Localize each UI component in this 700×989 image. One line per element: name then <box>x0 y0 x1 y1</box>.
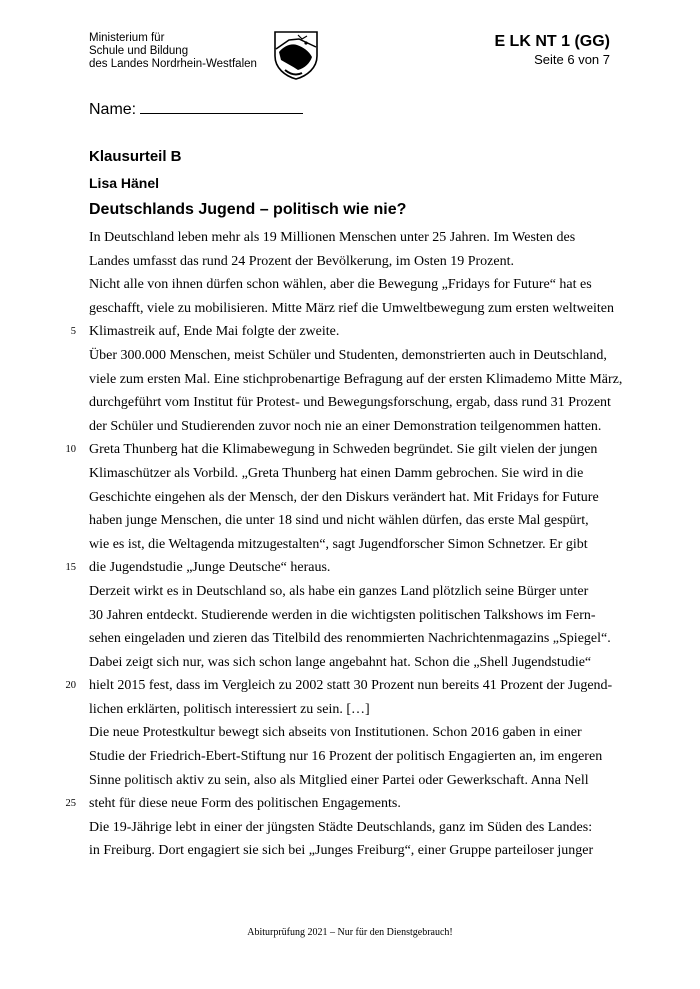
text-line <box>89 721 629 745</box>
name-label: Name: <box>89 101 137 118</box>
line-text: durchgeführt vom Institut für Protest- und Bewegungsforschung, ergab, dass rund 31 Prozent <box>89 395 611 411</box>
text-line <box>89 698 629 722</box>
line-text: Die neue Protestkultur bewegt sich abseits von Institutionen. Schon 2016 gaben in einer <box>89 725 582 741</box>
name-field <box>89 98 303 119</box>
line-text: sehen eingeladen und zieren das Titelbild des renommierten Nachrichtenmagazins „Spiegel“. <box>89 631 611 647</box>
text-line <box>89 533 629 557</box>
line-text: hielt 2015 fest, dass im Vergleich zu 2002 statt 30 Prozent nun bereits 41 Prozent der Jugend- <box>89 678 613 694</box>
text-line <box>65 438 629 462</box>
text-line <box>89 651 629 675</box>
text-line <box>89 745 629 769</box>
text-line <box>89 273 629 297</box>
line-text: viele zum ersten Mal. Eine stichprobenartige Befragung auf der ersten Klimademo Mitte März, <box>89 371 623 387</box>
line-text: lichen erklärten, politisch interessiert zu sein. […] <box>89 701 370 717</box>
line-text: Klimastreik auf, Ende Mai folgte der zweite. <box>89 324 340 340</box>
text-line <box>89 816 629 840</box>
line-number: 20 <box>65 680 76 692</box>
line-text: wie es ist, die Weltagenda mitzugestalten“, sagt Jugendforscher Simon Schnetzer. Er gibt <box>89 536 588 552</box>
text-line <box>89 769 629 793</box>
text-line <box>89 368 629 392</box>
line-text: in Freiburg. Dort engagiert sie sich bei „Junges Freiburg“, einer Gruppe parteiloser junger <box>89 843 594 859</box>
ministry-line: Schule und Bildung <box>89 45 189 57</box>
line-number: 10 <box>65 444 76 456</box>
line-text: Sinne politisch aktiv zu sein, also als Mitglied einer Partei oder Gewerkschaft. Anna Nell <box>89 772 589 788</box>
line-text: Dabei zeigt sich nur, was sich schon lange angebahnt hat. Schon die „Shell Jugendstudie“ <box>89 654 592 670</box>
text-line <box>89 509 629 533</box>
line-text: In Deutschland leben mehr als 19 Millionen Menschen unter 25 Jahren. Im Westen des <box>89 230 576 245</box>
line-text: Die 19-Jährige lebt in einer der jüngsten Städte Deutschlands, ganz im Süden des Landes: <box>89 819 593 835</box>
ministry-name <box>89 32 257 71</box>
text-line <box>89 297 629 321</box>
ministry-line: Ministerium für <box>89 32 165 44</box>
exam-code: E LK NT 1 (GG) <box>494 33 610 50</box>
nrw-crest-icon <box>272 30 320 80</box>
line-text: steht für diese neue Form des politischen Engagements. <box>89 796 401 812</box>
line-text: der Schüler und Studierenden zuvor noch nie an einer Demonstration teilgenommen hatten. <box>89 418 602 434</box>
article-title: Deutschlands Jugend – politisch wie nie? <box>89 201 407 218</box>
line-text: haben junge Menschen, die unter 18 sind und nicht wählen dürfen, das erste Mal gespürt, <box>89 513 589 529</box>
line-text: 30 Jahren entdeckt. Studierende werden in die wichtigsten politischen Talkshows im Fern- <box>89 607 596 623</box>
text-line <box>89 344 629 368</box>
article-body <box>65 226 629 863</box>
line-text: die Jugendstudie „Junge Deutsche“ heraus. <box>89 560 331 576</box>
author: Lisa Hänel <box>89 175 160 191</box>
text-line <box>89 462 629 486</box>
line-text: Klimaschützer als Vorbild. „Greta Thunberg hat einen Damm gebrochen. Sie wird in die <box>89 465 584 481</box>
line-text: Studie der Friedrich-Ebert-Stiftung nur 16 Prozent der politisch Engagierten an, im engeren <box>89 749 603 765</box>
text-line <box>65 556 629 580</box>
text-line <box>65 674 629 698</box>
text-line <box>70 320 629 344</box>
line-text: Derzeit wirkt es in Deutschland so, als habe ein ganzes Land plötzlich seine Bürger unter <box>89 583 589 599</box>
text-line <box>65 792 629 816</box>
line-number: 5 <box>70 326 76 338</box>
text-line <box>89 604 629 628</box>
text-line <box>89 391 629 415</box>
text-line <box>89 580 629 604</box>
text-line <box>89 415 629 439</box>
text-line <box>89 486 629 510</box>
part-title: Klausurteil B <box>89 148 182 165</box>
text-line <box>89 627 629 651</box>
line-text: geschafft, viele zu mobilisieren. Mitte März rief die Umweltbewegung zum ersten weltweiten <box>89 300 614 316</box>
ministry-line: des Landes Nordrhein-Westfalen <box>89 58 257 70</box>
name-entry-line <box>140 98 303 114</box>
line-text: Geschichte eingehen als der Mensch, der den Diskurs verändert hat. Mit Fridays for Future <box>89 489 599 505</box>
footer-note: Abiturprüfung 2021 – Nur für den Dienstgebrauch! <box>247 927 453 938</box>
line-text: Nicht alle von ihnen dürfen schon wählen, aber die Bewegung „Fridays for Future“ hat es <box>89 277 592 293</box>
line-text: Greta Thunberg hat die Klimabewegung in Schweden begründet. Sie gilt vielen der jungen <box>89 442 598 458</box>
text-line <box>89 839 629 863</box>
text-line <box>89 226 629 250</box>
line-number: 25 <box>65 798 76 810</box>
line-text: Landes umfasst das rund 24 Prozent der Bevölkerung, im Osten 19 Prozent. <box>89 253 514 269</box>
line-text: Über 300.000 Menschen, meist Schüler und Studenten, demonstrierten auch in Deutschland, <box>89 347 607 363</box>
line-number: 15 <box>65 562 76 574</box>
text-line <box>89 250 629 274</box>
page-info: Seite 6 von 7 <box>534 52 610 67</box>
